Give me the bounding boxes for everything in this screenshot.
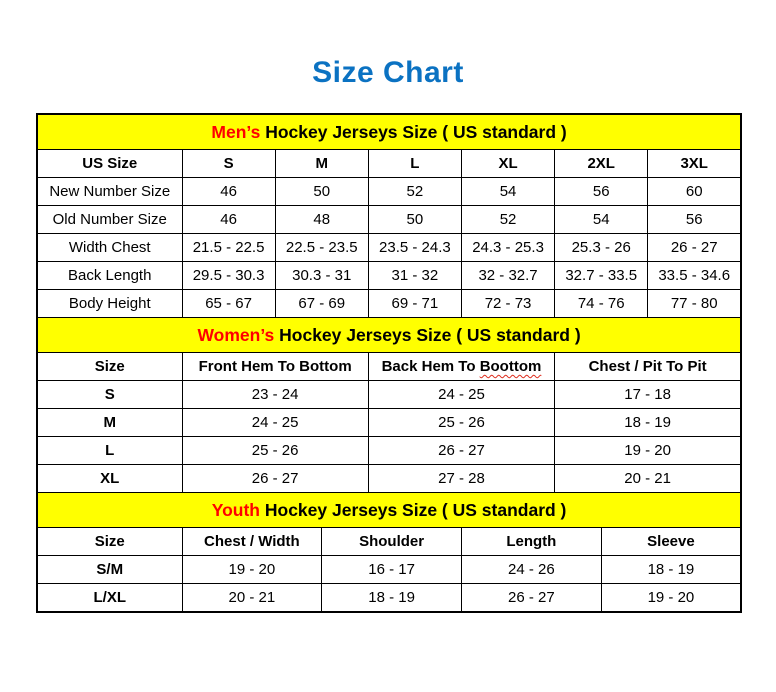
value-cell: 26 - 27 [461,584,601,613]
value-cell: 30.3 - 31 [275,262,368,290]
value-cell: 23 - 24 [182,381,368,409]
womens-section-band-row [37,318,741,353]
column-header-cell: Chest / Pit To Pit [555,353,742,381]
value-cell: 74 - 76 [555,290,648,318]
column-header-cell: Size [37,528,182,556]
value-cell: 19 - 20 [182,556,322,584]
value-cell: 20 - 21 [555,465,742,493]
value-cell: 67 - 69 [275,290,368,318]
value-cell: 46 [182,178,275,206]
value-cell: 21.5 - 22.5 [182,234,275,262]
value-cell: 31 - 32 [368,262,461,290]
column-header-cell: 3XL [648,150,741,178]
column-header-cell: 2XL [555,150,648,178]
column-header-cell: M [275,150,368,178]
row-label-cell: Body Height [37,290,182,318]
value-cell: 32.7 - 33.5 [555,262,648,290]
column-header-cell: S [182,150,275,178]
column-header-cell: Chest / Width [182,528,322,556]
value-cell: 25 - 26 [182,437,368,465]
value-cell: 72 - 73 [461,290,554,318]
column-header-cell: Front Hem To Bottom [182,353,368,381]
row-label-cell: L/XL [37,584,182,613]
column-header-cell: Shoulder [322,528,462,556]
value-cell: 32 - 32.7 [461,262,554,290]
row-label-cell: Old Number Size [37,206,182,234]
row-label-cell: M [37,409,182,437]
value-cell: 50 [275,178,368,206]
value-cell: 52 [368,178,461,206]
row-label-cell: L [37,437,182,465]
value-cell: 54 [461,178,554,206]
row-label-cell: S/M [37,556,182,584]
column-header-cell: L [368,150,461,178]
youth-section-heading [37,493,741,528]
column-header-cell: Sleeve [601,528,741,556]
row-label-cell: XL [37,465,182,493]
value-cell: 69 - 71 [368,290,461,318]
misspelled-word: Boottom [479,358,542,375]
row-label-cell: New Number Size [37,178,182,206]
row-label-cell: S [37,381,182,409]
value-cell: 65 - 67 [182,290,275,318]
value-cell: 19 - 20 [601,584,741,613]
value-cell: 77 - 80 [648,290,741,318]
value-cell: 24.3 - 25.3 [461,234,554,262]
mens-section-band-row [37,114,741,150]
value-cell: 25 - 26 [368,409,554,437]
value-cell: 25.3 - 26 [555,234,648,262]
section-heading-rest: Hockey Jerseys Size ( US standard ) [260,121,567,142]
youth-section-band-row [37,493,741,528]
table-row [37,584,741,613]
section-heading-rest: Hockey Jerseys Size ( US standard ) [260,499,567,520]
column-header-cell: Size [37,353,182,381]
value-cell: 16 - 17 [322,556,462,584]
value-cell: 18 - 19 [601,556,741,584]
size-table [36,113,742,613]
value-cell: 27 - 28 [368,465,554,493]
womens-section-heading [37,318,741,353]
mens-column-header-row [37,150,741,178]
table-row [37,381,741,409]
column-header-cell: XL [461,150,554,178]
value-cell: 52 [461,206,554,234]
column-header-cell: Back Hem To Boottom [368,353,554,381]
column-header-cell: US Size [37,150,182,178]
table-row [37,262,741,290]
value-cell: 18 - 19 [322,584,462,613]
value-cell: 33.5 - 34.6 [648,262,741,290]
value-cell: 29.5 - 30.3 [182,262,275,290]
table-row [37,206,741,234]
value-cell: 26 - 27 [368,437,554,465]
table-row [37,465,741,493]
value-cell: 22.5 - 23.5 [275,234,368,262]
table-row [37,409,741,437]
section-heading-highlight: Women’s [197,324,275,345]
table-row [37,234,741,262]
row-label-cell: Width Chest [37,234,182,262]
section-heading-highlight: Youth [211,499,260,520]
value-cell: 46 [182,206,275,234]
row-label-cell: Back Length [37,262,182,290]
section-heading-highlight: Men’s [211,121,261,142]
value-cell: 60 [648,178,741,206]
value-cell: 50 [368,206,461,234]
table-row [37,437,741,465]
table-row [37,178,741,206]
value-cell: 26 - 27 [182,465,368,493]
mens-section-heading [37,114,741,150]
page-title: Size Chart [312,56,464,89]
value-cell: 24 - 25 [368,381,554,409]
column-header-cell: Length [461,528,601,556]
value-cell: 18 - 19 [555,409,742,437]
womens-column-header-row [37,353,741,381]
youth-column-header-row [37,528,741,556]
table-row [37,556,741,584]
value-cell: 48 [275,206,368,234]
value-cell: 24 - 25 [182,409,368,437]
value-cell: 54 [555,206,648,234]
value-cell: 26 - 27 [648,234,741,262]
value-cell: 24 - 26 [461,556,601,584]
value-cell: 17 - 18 [555,381,742,409]
value-cell: 19 - 20 [555,437,742,465]
value-cell: 20 - 21 [182,584,322,613]
size-tables-container [36,113,776,613]
value-cell: 56 [648,206,741,234]
value-cell: 23.5 - 24.3 [368,234,461,262]
section-heading-rest: Hockey Jerseys Size ( US standard ) [274,324,581,345]
table-row [37,290,741,318]
value-cell: 56 [555,178,648,206]
